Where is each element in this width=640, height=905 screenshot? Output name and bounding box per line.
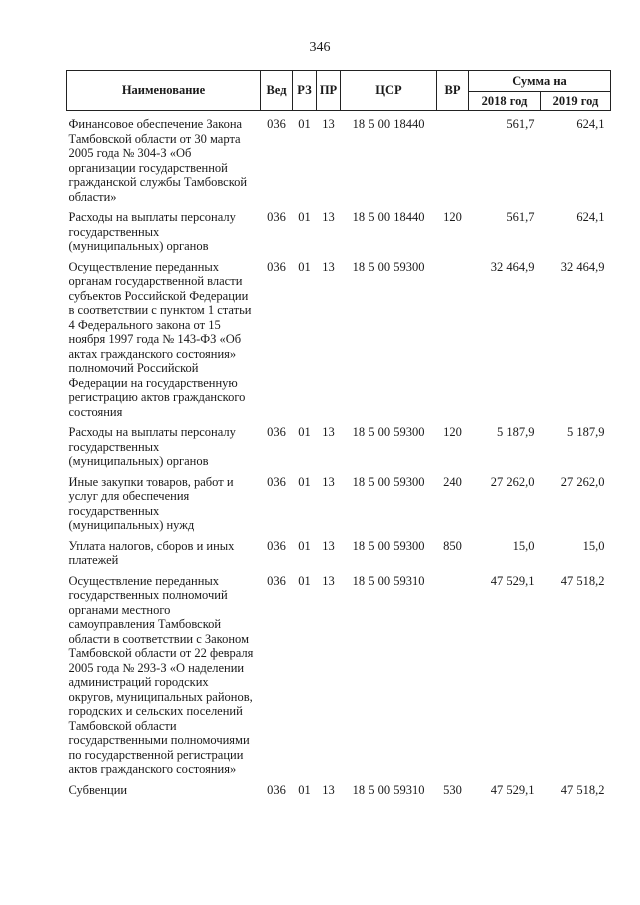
row-ved: 036 [267, 117, 286, 131]
header-sum: Сумма на [469, 71, 611, 92]
row-pr: 13 [322, 210, 335, 224]
row-rz: 01 [298, 573, 311, 588]
budget-table [66, 70, 611, 797]
row-csr: 18 5 00 18440 [352, 117, 425, 131]
header-csr: ЦСР [341, 71, 437, 111]
row-ved: 036 [267, 538, 286, 553]
row-csr: 18 5 00 59300 [352, 259, 425, 274]
row-csr: 18 5 00 18440 [352, 210, 425, 224]
row-vr [437, 568, 469, 777]
row-sum-2018: 32 464,9 [490, 259, 535, 274]
row-ved: 036 [267, 782, 286, 797]
row-rz: 01 [298, 782, 311, 797]
row-ved: 036 [267, 210, 286, 224]
row-vr: 120 [443, 210, 462, 224]
table-row [67, 469, 611, 533]
header-2019: 2019 год [541, 92, 611, 111]
row-vr: 850 [443, 538, 462, 553]
row-csr: 18 5 00 59300 [352, 425, 425, 439]
table-row [67, 568, 611, 777]
row-sum-2019: 15,0 [582, 538, 605, 553]
table-row [67, 254, 611, 420]
row-ved: 036 [267, 474, 286, 489]
table-row [67, 111, 611, 205]
row-sum-2019: 47 518,2 [560, 782, 605, 797]
row-name: Расходы на выплаты персоналу государственных (муниципальных) органов [68, 425, 236, 468]
row-vr: 240 [443, 474, 462, 489]
row-vr: 530 [443, 782, 462, 797]
row-pr: 13 [322, 474, 335, 489]
row-sum-2019: 47 518,2 [560, 573, 605, 588]
row-sum-2018: 561,7 [506, 210, 535, 224]
row-rz: 01 [298, 259, 311, 274]
header-ved: Вед [261, 71, 293, 111]
table-row [67, 419, 611, 469]
row-sum-2019: 5 187,9 [567, 425, 605, 439]
row-name: Уплата налогов, сборов и иных платежей [68, 538, 235, 567]
page-number: 346 [309, 40, 331, 55]
row-csr: 18 5 00 59310 [352, 782, 425, 797]
row-vr [437, 111, 469, 205]
row-sum-2018: 27 262,0 [490, 474, 535, 489]
row-pr: 13 [322, 425, 335, 439]
row-name: Осуществление переданных органам государственной власти субъектов Российской Федерации в соответствии с пунктом 1 статьи 4 Федерального закона от 15 ноября 1997 года № 143-ФЗ «Об актах гражданского состояния» полномочий Российской Федерации на государственную регистрацию актов гражданского состояния [68, 259, 252, 419]
header-2018: 2018 год [469, 92, 541, 111]
row-rz: 01 [298, 425, 311, 439]
row-rz: 01 [298, 210, 311, 224]
header-pr: ПР [317, 71, 341, 111]
header-vr: ВР [437, 71, 469, 111]
row-sum-2018: 15,0 [512, 538, 535, 553]
row-sum-2019: 32 464,9 [560, 259, 605, 274]
row-name: Расходы на выплаты персоналу государственных (муниципальных) органов [68, 210, 236, 253]
row-csr: 18 5 00 59300 [352, 474, 425, 489]
row-sum-2019: 624,1 [576, 117, 605, 131]
table-row [67, 533, 611, 568]
row-sum-2019: 624,1 [576, 210, 605, 224]
row-name: Осуществление переданных государственных полномочий органами местного самоуправления Тамбовской области в соответствии с Законом Тамбовской области от 22 февраля 2005 года № 293-З «О наделении администраций городских округов, муниципальных районов, городских и сельских поселений Тамбовской области государственными полномочиями по государственной регистрации актов гражданского состояния» [68, 573, 254, 776]
row-sum-2018: 561,7 [506, 117, 535, 131]
row-ved: 036 [267, 573, 286, 588]
row-pr: 13 [322, 117, 335, 131]
row-pr: 13 [322, 538, 335, 553]
row-pr: 13 [322, 259, 335, 274]
row-ved: 036 [267, 259, 286, 274]
table-row [67, 777, 611, 798]
row-rz: 01 [298, 117, 311, 131]
row-vr: 120 [443, 425, 462, 439]
row-csr: 18 5 00 59300 [352, 538, 425, 553]
row-vr [437, 254, 469, 420]
row-rz: 01 [298, 474, 311, 489]
header-rz: РЗ [293, 71, 317, 111]
table-row [67, 204, 611, 254]
row-sum-2018: 5 187,9 [497, 425, 535, 439]
row-name: Финансовое обеспечение Закона Тамбовской области от 30 марта 2005 года № 304-З «Об организации государственной гражданской службы Тамбовской области» [68, 117, 248, 204]
row-rz: 01 [298, 538, 311, 553]
row-csr: 18 5 00 59310 [352, 573, 425, 588]
row-pr: 13 [322, 573, 335, 588]
row-sum-2019: 27 262,0 [560, 474, 605, 489]
row-ved: 036 [267, 425, 286, 439]
row-sum-2018: 47 529,1 [490, 782, 535, 797]
row-pr: 13 [322, 782, 335, 797]
row-sum-2018: 47 529,1 [490, 573, 535, 588]
row-name: Субвенции [68, 782, 128, 797]
row-name: Иные закупки товаров, работ и услуг для обеспечения государственных (муниципальных) нужд [68, 474, 234, 532]
header-name: Наименование [67, 71, 261, 111]
